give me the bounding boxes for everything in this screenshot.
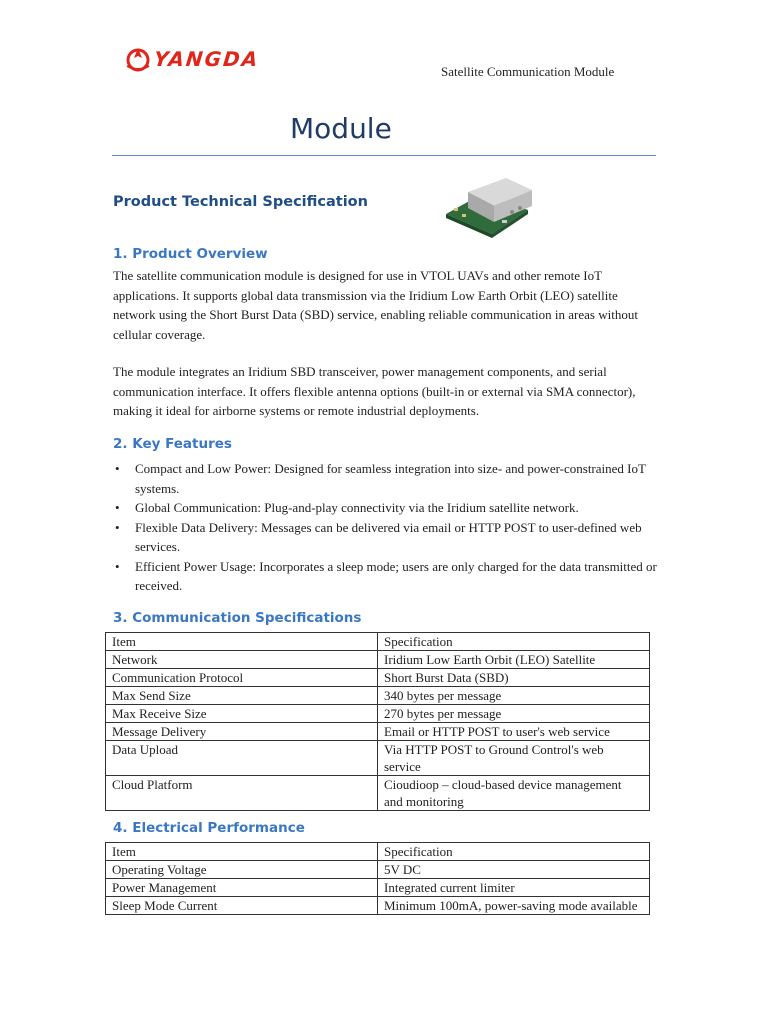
overview-paragraph-2: The module integrates an Iridium SBD transceiver, power management components, and serial communication interface. It offers flexible antenna options (built-in or external via SMA connector), making it ideal for airborne systems or remote industrial deployments.	[113, 364, 636, 418]
section-heading-features: 2. Key Features	[113, 436, 232, 452]
section-heading-communication: 3. Communication Specifications	[113, 610, 362, 626]
bullet: •	[115, 461, 120, 476]
list-item: • Flexible Data Delivery: Messages can be delivered via email or HTTP POST to user-defined web services.	[115, 519, 642, 554]
table-row: Item Specification	[106, 843, 650, 861]
table-row: Power Management Integrated current limiter	[106, 879, 650, 897]
table-row: Item Specification	[106, 633, 650, 651]
document-label: Satellite Communication Module	[441, 64, 615, 79]
logo-emblem-icon	[124, 46, 152, 72]
table-row: Communication Protocol Short Burst Data (SBD)	[106, 669, 650, 687]
feature-list	[113, 459, 658, 596]
electrical-spec-table	[105, 842, 650, 915]
page-title: Module	[290, 112, 392, 145]
table-row: Message Delivery Email or HTTP POST to user's web service	[106, 723, 650, 741]
table-row: Cloud Platform Cioudioop – cloud-based device management and monitoring	[106, 776, 650, 811]
table-row: Network Iridium Low Earth Orbit (LEO) Satellite	[106, 651, 650, 669]
title-divider	[112, 155, 656, 156]
table-row: Data Upload Via HTTP POST to Ground Control's web service	[106, 741, 650, 776]
table-row: Operating Voltage 5V DC	[106, 861, 650, 879]
list-item: • Compact and Low Power: Designed for seamless integration into size- and power-constrained IoT systems.	[115, 461, 646, 496]
bullet: •	[115, 500, 120, 515]
overview-paragraph-1: The satellite communication module is designed for use in VTOL UAVs and other remote IoT applications. It supports global data transmission via the Iridium Low Earth Orbit (LEO) satellite network using the Short Burst Data (SBD) service, enabling reliable communication in areas without cellular coverage.	[113, 268, 638, 342]
company-logo	[124, 46, 259, 72]
table-row: Max Send Size 340 bytes per message	[106, 687, 650, 705]
list-item: • Efficient Power Usage: Incorporates a sleep mode; users are only charged for the data transmitted or received.	[115, 558, 657, 593]
logo-text: YANGDA	[152, 47, 261, 71]
table-row: Sleep Mode Current Minimum 100mA, power-saving mode available	[106, 897, 650, 915]
communication-spec-table	[105, 632, 650, 811]
section-heading-electrical: 4. Electrical Performance	[113, 820, 305, 836]
section-heading-overview: 1. Product Overview	[113, 246, 268, 262]
document-subtitle: Product Technical Specification	[113, 194, 368, 210]
list-item: • Global Communication: Plug-and-play connectivity via the Iridium satellite network.	[113, 498, 658, 518]
bullet: •	[115, 558, 120, 574]
bullet: •	[115, 519, 120, 535]
table-row: Max Receive Size 270 bytes per message	[106, 705, 650, 723]
product-image	[442, 170, 538, 240]
